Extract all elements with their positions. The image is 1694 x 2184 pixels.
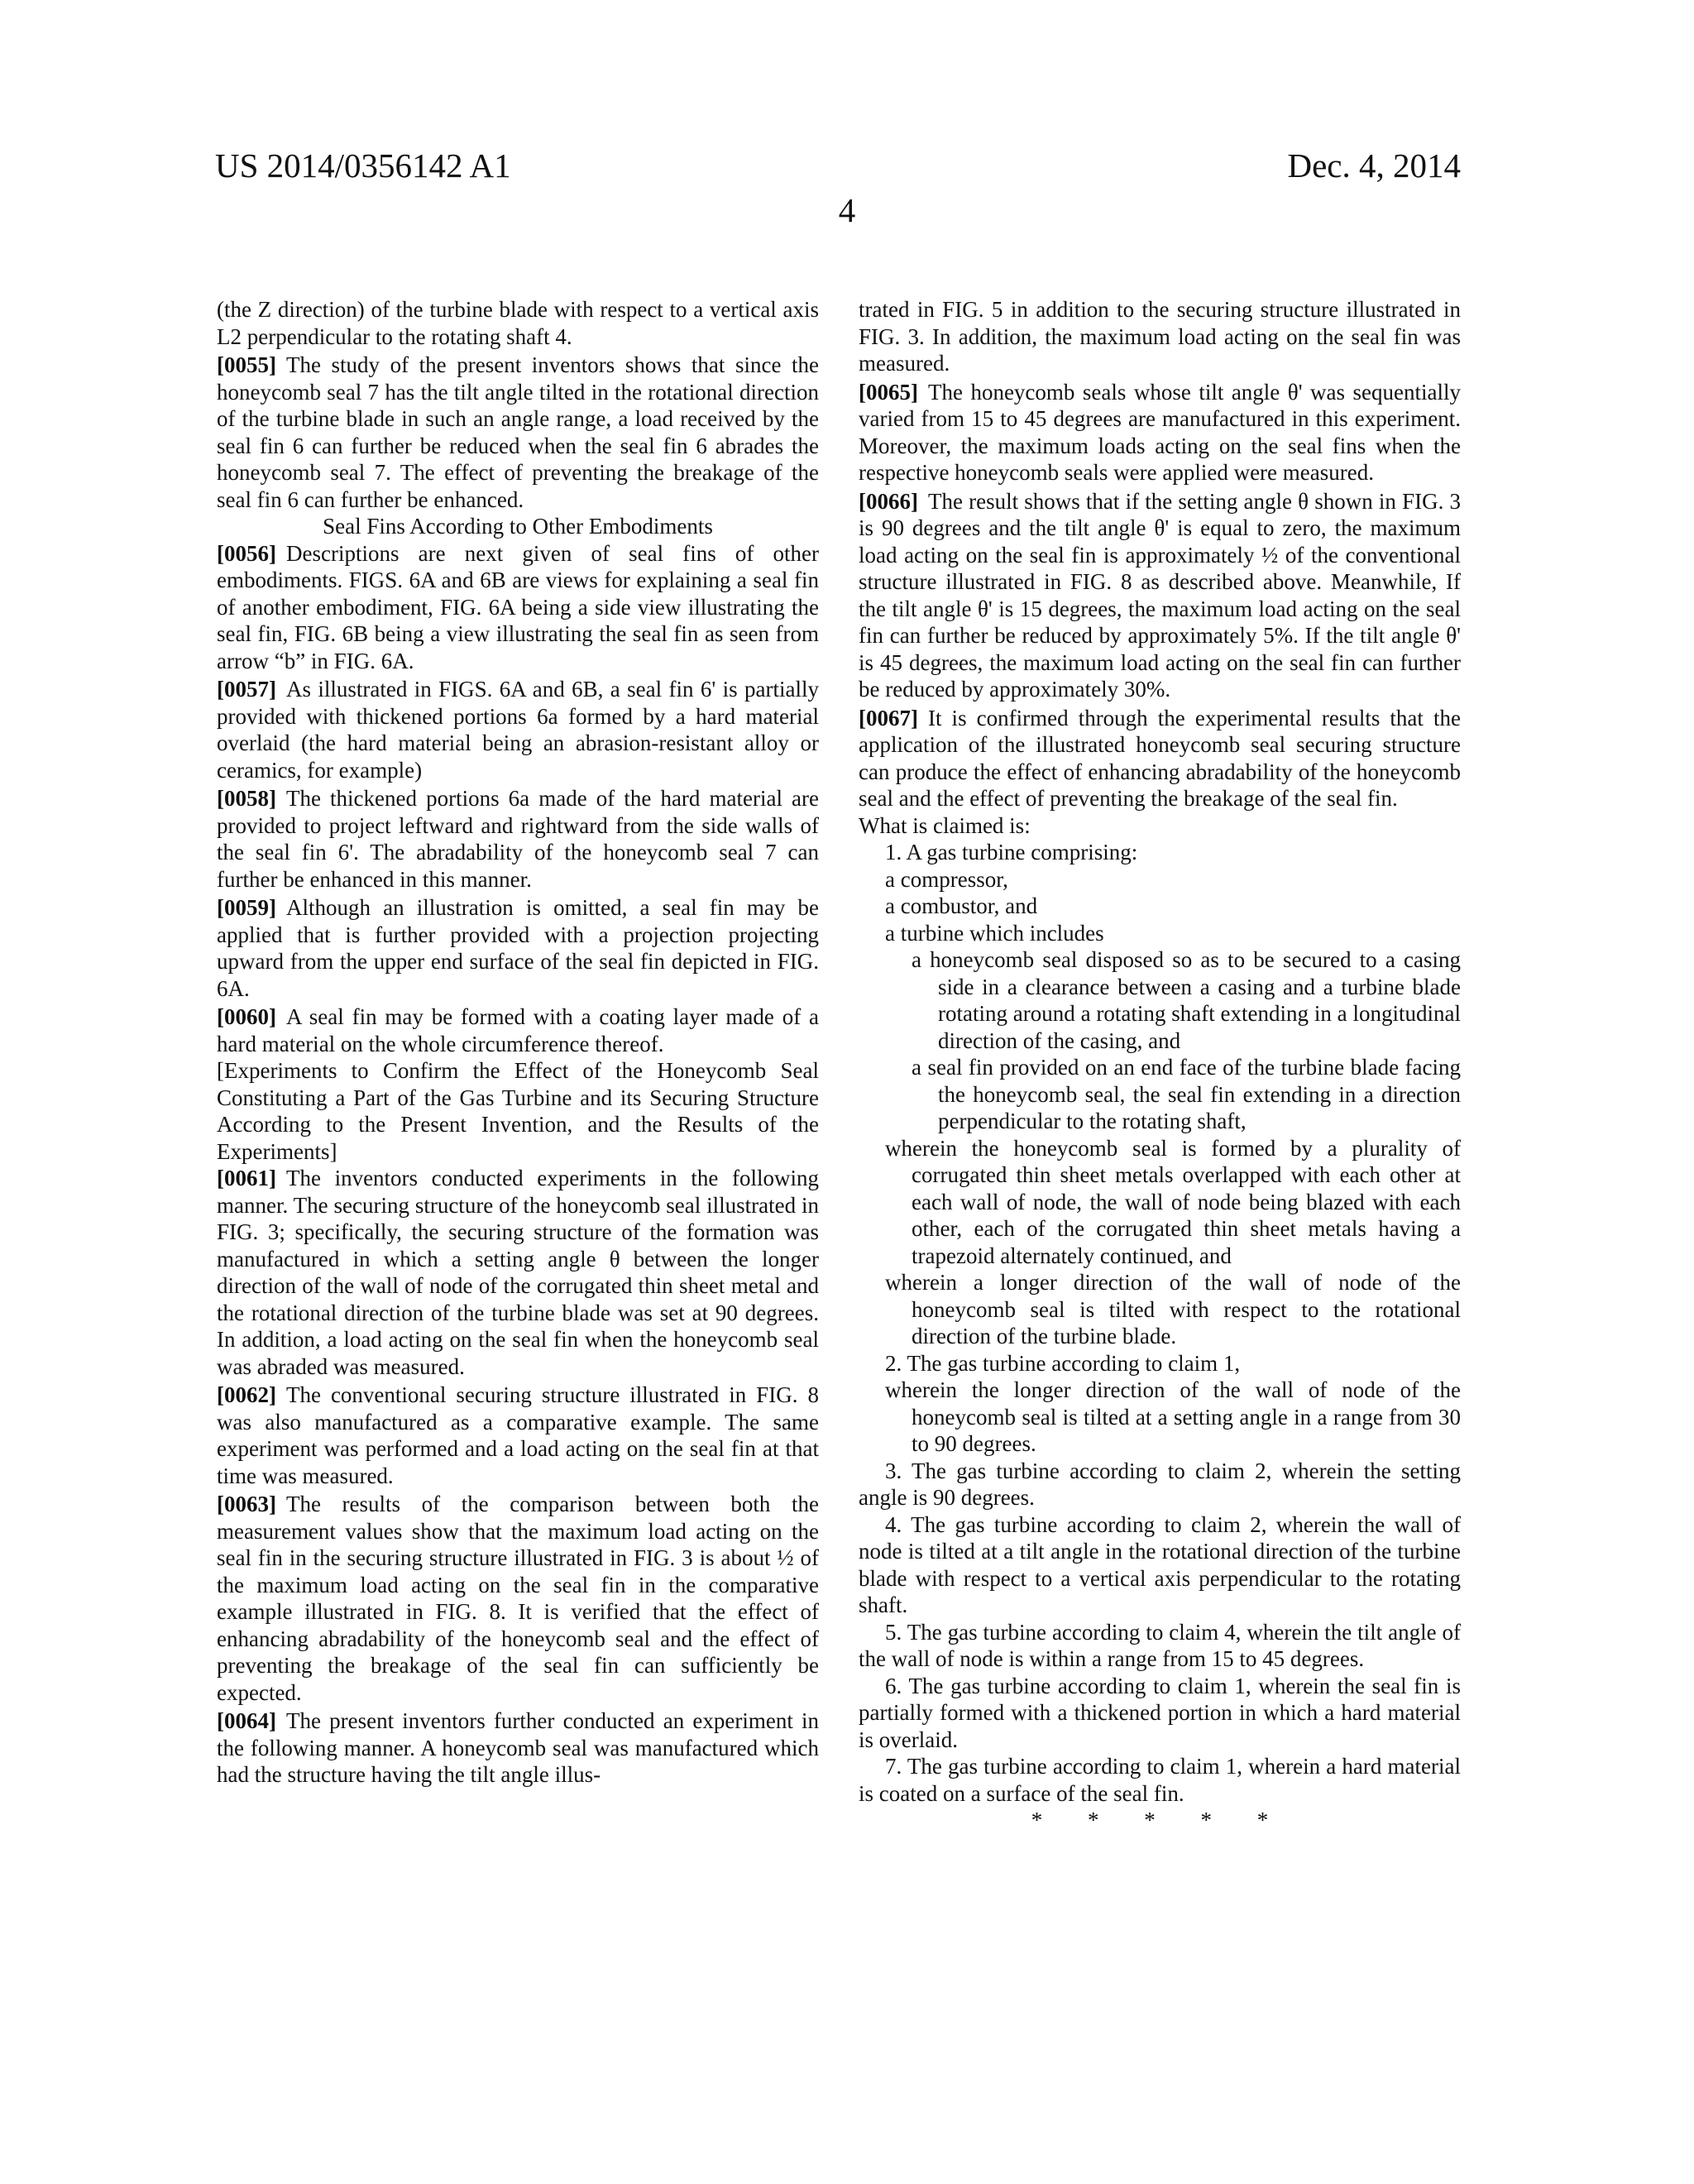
paragraph-text: The present inventors further conducted an experiment in the following manner. A honeycomb seal was manufactured which had the structure having the tilt angle illus- bbox=[217, 1708, 819, 1787]
paragraph-number: [0065] bbox=[859, 379, 918, 405]
right-column bbox=[859, 296, 1461, 1834]
publication-number: US 2014/0356142 A1 bbox=[215, 146, 511, 184]
paragraph-number: [0066] bbox=[859, 488, 918, 514]
claim-1-wherein: wherein the honeycomb seal is formed by a plurality of corrugated thin sheet metals overlapped with each other at each wall of node, the wall of node being blazed with each other, each of the corrugated thin sheet metals having a trapezoid alternately continued, and bbox=[885, 1135, 1461, 1268]
paragraph-text: As illustrated in FIGS. 6A and 6B, a seal fin 6' is partially provided with thickened portions 6a formed by a hard material overlaid (the hard material being an abrasion-resistant alloy or ceramics, for example) bbox=[217, 677, 819, 783]
paragraph-text: The thickened portions 6a made of the hard material are provided to project leftward and rightward from the side walls of the seal fin 6'. The abradability of the honeycomb seal 7 can further be enhanced in this manner. bbox=[217, 786, 819, 892]
claims-intro: What is claimed is: bbox=[859, 812, 1031, 838]
claim-1-subelement: a seal fin provided on an end face of the turbine blade facing the honeycomb seal, the seal fin extending in a direction perpendicular to the rotating shaft, bbox=[912, 1055, 1461, 1133]
paragraph-text: Descriptions are next given of seal fins of other embodiments. FIGS. 6A and 6B are views for explaining a seal fin of another embodiment, FIG. 6A being a side view illustrating the seal fin, FIG. 6B being a view illustrating the seal fin as seen from arrow “b” in FIG. 6A. bbox=[217, 540, 819, 673]
section-heading: Seal Fins According to Other Embodiments bbox=[323, 514, 713, 539]
paragraph-text: The honeycomb seals whose tilt angle θ' was sequentially varied from 15 to 45 degrees are manufactured in this experiment. Moreover, the maximum loads acting on the seal fins when the respective honeycomb seals were applied were measured. bbox=[859, 379, 1461, 485]
paragraph-text: It is confirmed through the experimental results that the application of the illustrated honeycomb seal securing structure can produce the effect of enhancing abradability of the honeycomb seal and the effect of preventing the breakage of the seal fin. bbox=[859, 705, 1461, 811]
paragraph-text: The result shows that if the setting angle θ shown in FIG. 3 is 90 degrees and the tilt angle θ' is equal to zero, the maximum load acting on the seal fin is approximately ½ of the conventional structure illustrated in FIG. 8 as described above. Meanwhile, If the tilt angle θ' is 15 degrees, the maximum load acting on the seal fin can further be reduced by approximately 5%. If the tilt angle θ' is 45 degrees, the maximum load acting on the seal fin can further be reduced by approximately 30%. bbox=[859, 488, 1461, 702]
paragraph-continuation: (the Z direction) of the turbine blade with respect to a vertical axis L2 perpendicular to the rotating shaft 4. bbox=[217, 297, 819, 349]
paragraph-continuation: trated in FIG. 5 in addition to the securing structure illustrated in FIG. 3. In addition, the maximum load acting on the seal fin was measured. bbox=[859, 297, 1461, 376]
claim-1-subelement: a honeycomb seal disposed so as to be secured to a casing side in a clearance between a casing and a turbine blade rotating around a rotating shaft extending in a longitudinal direction of the casing, and bbox=[912, 947, 1461, 1053]
claim-3: 3. The gas turbine according to claim 2, wherein the setting angle is 90 degrees. bbox=[859, 1458, 1461, 1510]
paragraph-number: [0063] bbox=[217, 1492, 276, 1516]
paragraph-0067 bbox=[859, 705, 1461, 812]
claim-5: 5. The gas turbine according to claim 4, wherein the tilt angle of the wall of node is within a range from 15 to 45 degrees. bbox=[859, 1619, 1461, 1671]
paragraph-0063 bbox=[217, 1491, 819, 1706]
claim-7: 7. The gas turbine according to claim 1, wherein a hard material is coated on a surface of the seal fin. bbox=[859, 1754, 1461, 1806]
paragraph-text: Although an illustration is omitted, a seal fin may be applied that is further provided with a projection projecting upward from the upper end surface of the seal fin depicted in FIG. 6A. bbox=[217, 895, 819, 1001]
publication-date: Dec. 4, 2014 bbox=[1287, 146, 1461, 184]
paragraph-number: [0061] bbox=[217, 1166, 276, 1190]
paragraph-0056 bbox=[217, 540, 819, 675]
claim-1-element: a combustor, and bbox=[885, 893, 1038, 918]
paragraph-0058 bbox=[217, 785, 819, 893]
paragraph-number: [0055] bbox=[217, 352, 276, 377]
paragraph-0055 bbox=[217, 352, 819, 513]
claim-6: 6. The gas turbine according to claim 1, wherein the seal fin is partially formed with a thickened portion in which a hard material is overlaid. bbox=[859, 1673, 1461, 1752]
paragraph-text: The results of the comparison between both the measurement values show that the maximum load acting on the seal fin in the securing structure illustrated in FIG. 3 is about ½ of the maximum load acting on the seal fin in the comparative example illustrated in FIG. 8. It is verified that the effect of enhancing abradability of the honeycomb seal and the effect of preventing the breakage of the seal fin can sufficiently be expected. bbox=[217, 1492, 819, 1705]
paragraph-number: [0059] bbox=[217, 895, 276, 920]
paragraph-number: [0056] bbox=[217, 540, 276, 566]
claim-1: 1. A gas turbine comprising: bbox=[885, 840, 1138, 864]
paragraph-number: [0062] bbox=[217, 1382, 276, 1407]
paragraph-text: The study of the present inventors shows that since the honeycomb seal 7 has the tilt angle tilted in the rotational direction of the turbine blade in such an angle range, a load received by the seal fin 6 can further be reduced when the seal fin 6 abrades the honeycomb seal 7. The effect of preventing the breakage of the seal fin 6 can further be enhanced. bbox=[217, 352, 819, 512]
claim-2-wherein: wherein the longer direction of the wall of node of the honeycomb seal is tilted at a setting angle in a range from 30 to 90 degrees. bbox=[885, 1377, 1461, 1456]
paragraph-0065 bbox=[859, 379, 1461, 486]
claim-4: 4. The gas turbine according to claim 2, wherein the wall of node is tilted at a tilt angle in the rotational direction of the turbine blade with respect to a vertical axis perpendicular to the rotating shaft. bbox=[859, 1511, 1461, 1617]
paragraph-0057 bbox=[217, 676, 819, 783]
paragraph-number: [0067] bbox=[859, 705, 918, 730]
paragraph-number: [0057] bbox=[217, 677, 276, 702]
claim-1-element: a compressor, bbox=[885, 866, 1008, 892]
paragraph-text: A seal fin may be formed with a coating layer made of a hard material on the whole circumference thereof. bbox=[217, 1004, 819, 1056]
experiments-heading: [Experiments to Confirm the Effect of the Honeycomb Seal Constituting a Part of the Gas Turbine and its Securing Structure According to the Present Invention, and the Results of the Experiments] bbox=[217, 1058, 819, 1164]
page-number: 4 bbox=[838, 191, 856, 229]
left-column bbox=[217, 296, 819, 1789]
paragraph-text: The conventional securing structure illustrated in FIG. 8 was also manufactured as a comparative example. The same experiment was performed and a load acting on the seal fin at that time was measured. bbox=[217, 1382, 819, 1488]
paragraph-number: [0058] bbox=[217, 786, 276, 811]
paragraph-0061 bbox=[217, 1165, 819, 1380]
claim-1-element: a turbine which includes bbox=[885, 920, 1104, 946]
end-marks: * * * * * bbox=[1031, 1808, 1289, 1832]
claim-1-wherein: wherein a longer direction of the wall of node of the honeycomb seal is tilted with respect to the rotational direction of the turbine blade. bbox=[885, 1270, 1461, 1348]
paragraph-0059 bbox=[217, 894, 819, 1002]
paragraph-0064 bbox=[217, 1707, 819, 1789]
paragraph-number: [0064] bbox=[217, 1708, 276, 1733]
paragraph-0066 bbox=[859, 488, 1461, 703]
claim-2: 2. The gas turbine according to claim 1, bbox=[885, 1350, 1241, 1376]
paragraph-text: The inventors conducted experiments in the following manner. The securing structure of the honeycomb seal illustrated in FIG. 3; specifically, the securing structure of the formation was manufactured in which a setting angle θ between the longer direction of the wall of node of the corrugated thin sheet metal and the rotational direction of the turbine blade was set at 90 degrees. In addition, a load acting on the seal fin when the honeycomb seal was abraded was measured. bbox=[217, 1166, 819, 1379]
paragraph-0062 bbox=[217, 1382, 819, 1489]
paragraph-0060 bbox=[217, 1003, 819, 1057]
paragraph-number: [0060] bbox=[217, 1004, 276, 1029]
